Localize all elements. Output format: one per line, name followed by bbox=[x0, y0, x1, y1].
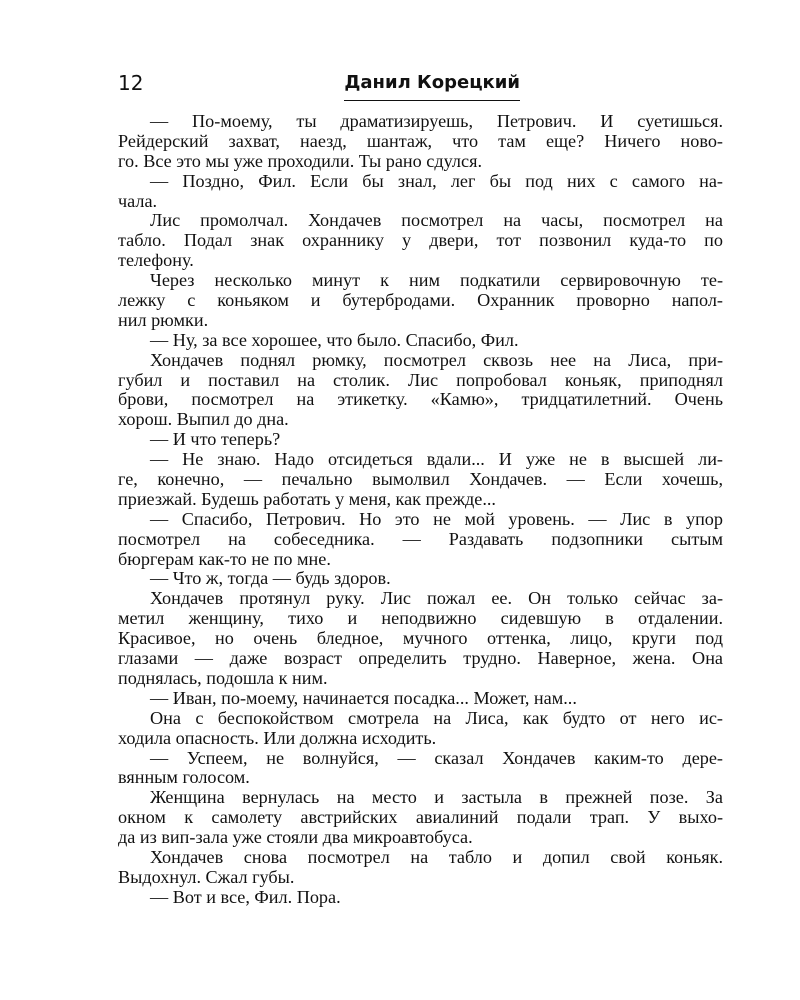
body-text bbox=[118, 112, 723, 908]
text-line: Лис промолчал. Хондачев посмотрел на часы, посмотрел на bbox=[150, 210, 723, 231]
text-line: — По-моему, ты драматизируешь, Петрович. И суетишься. bbox=[150, 111, 723, 131]
text-line: поднялась, подошла к ним. bbox=[118, 667, 328, 688]
text-line: посмотрел на собеседника. — Раздавать подзопники сытым bbox=[118, 528, 723, 549]
text-line: ходила опасность. Или должна исходить. bbox=[118, 727, 437, 748]
text-line: Она с беспокойством смотрела на Лиса, как будто от него ис- bbox=[150, 707, 723, 728]
text-line: окном к самолету австрийских авиалиний подали трап. У выхо- bbox=[118, 807, 723, 828]
text-line: чала. bbox=[118, 190, 158, 211]
text-line: — Иван, по-моему, начинается посадка... Может, нам... bbox=[150, 687, 577, 708]
text-line: нил рюмки. bbox=[118, 309, 209, 330]
text-line: Женщина вернулась на место и застыла в прежней позе. За bbox=[150, 787, 723, 808]
text-line: Красивое, но очень бледное, мучного оттенка, лицо, круги под bbox=[118, 628, 723, 649]
text-line: хорош. Выпил до дна. bbox=[118, 409, 289, 430]
text-line: — Вот и все, Фил. Пора. bbox=[150, 886, 341, 907]
text-line: метил женщину, тихо и неподвижно сидевшую в отдалении. bbox=[118, 608, 723, 629]
text-line: — Поздно, Фил. Если бы знал, лег бы под них с самого на- bbox=[150, 170, 723, 191]
text-line: телефону. bbox=[118, 250, 194, 271]
text-line: губил и поставил на столик. Лис попробовал коньяк, приподнял bbox=[118, 369, 723, 390]
text-line: лежку с коньяком и бутербродами. Охранник проворно напол- bbox=[118, 290, 723, 311]
text-line: го. Все это мы уже проходили. Ты рано сдулся. bbox=[118, 150, 482, 171]
text-line: Выдохнул. Сжал губы. bbox=[118, 866, 295, 887]
text-line: да из вип-зала уже стояли два микроавтобуса. bbox=[118, 827, 473, 848]
page-number: 12 bbox=[118, 71, 144, 95]
text-line: Через несколько минут к ним подкатили сервировочную те- bbox=[150, 270, 723, 291]
text-line: ге, конечно, — печально вымолвил Хондачев. — Если хочешь, bbox=[118, 469, 723, 490]
text-line: Хондачев снова посмотрел на табло и допил свой коньяк. bbox=[150, 846, 723, 867]
text-line: — Не знаю. Надо отсидеться вдали... И уже не в высшей ли- bbox=[150, 449, 723, 470]
text-line: Хондачев протянул руку. Лис пожал ее. Он только сейчас за- bbox=[150, 588, 723, 609]
text-line: табло. Подал знак охраннику у двери, тот позвонил куда-то по bbox=[118, 230, 723, 251]
text-line: вянным голосом. bbox=[118, 767, 250, 788]
text-line: приезжай. Будешь работать у меня, как прежде... bbox=[118, 488, 496, 509]
text-line: — Ну, за все хорошее, что было. Спасибо, Фил. bbox=[150, 329, 519, 350]
text-line: Хондачев поднял рюмку, посмотрел сквозь нее на Лиса, при- bbox=[150, 349, 723, 370]
running-head-author: Данил Корецкий bbox=[344, 68, 520, 101]
text-line: бюргерам как-то не по мне. bbox=[118, 548, 331, 569]
text-line: — И что теперь? bbox=[150, 429, 281, 450]
text-line: Рейдерский захват, наезд, шантаж, что там еще? Ничего ново- bbox=[118, 130, 723, 151]
page-header bbox=[118, 68, 520, 98]
text-line: брови, посмотрел на этикетку. «Камю», тридцатилетний. Очень bbox=[118, 389, 723, 410]
text-line: глазами — даже возраст определить трудно. Наверное, жена. Она bbox=[118, 648, 723, 669]
text-line: — Спасибо, Петрович. Но это не мой уровень. — Лис в упор bbox=[150, 508, 723, 529]
text-line: — Что ж, тогда — будь здоров. bbox=[150, 568, 391, 589]
text-line: — Успеем, не волнуйся, — сказал Хондачев каким-то дере- bbox=[150, 747, 723, 768]
